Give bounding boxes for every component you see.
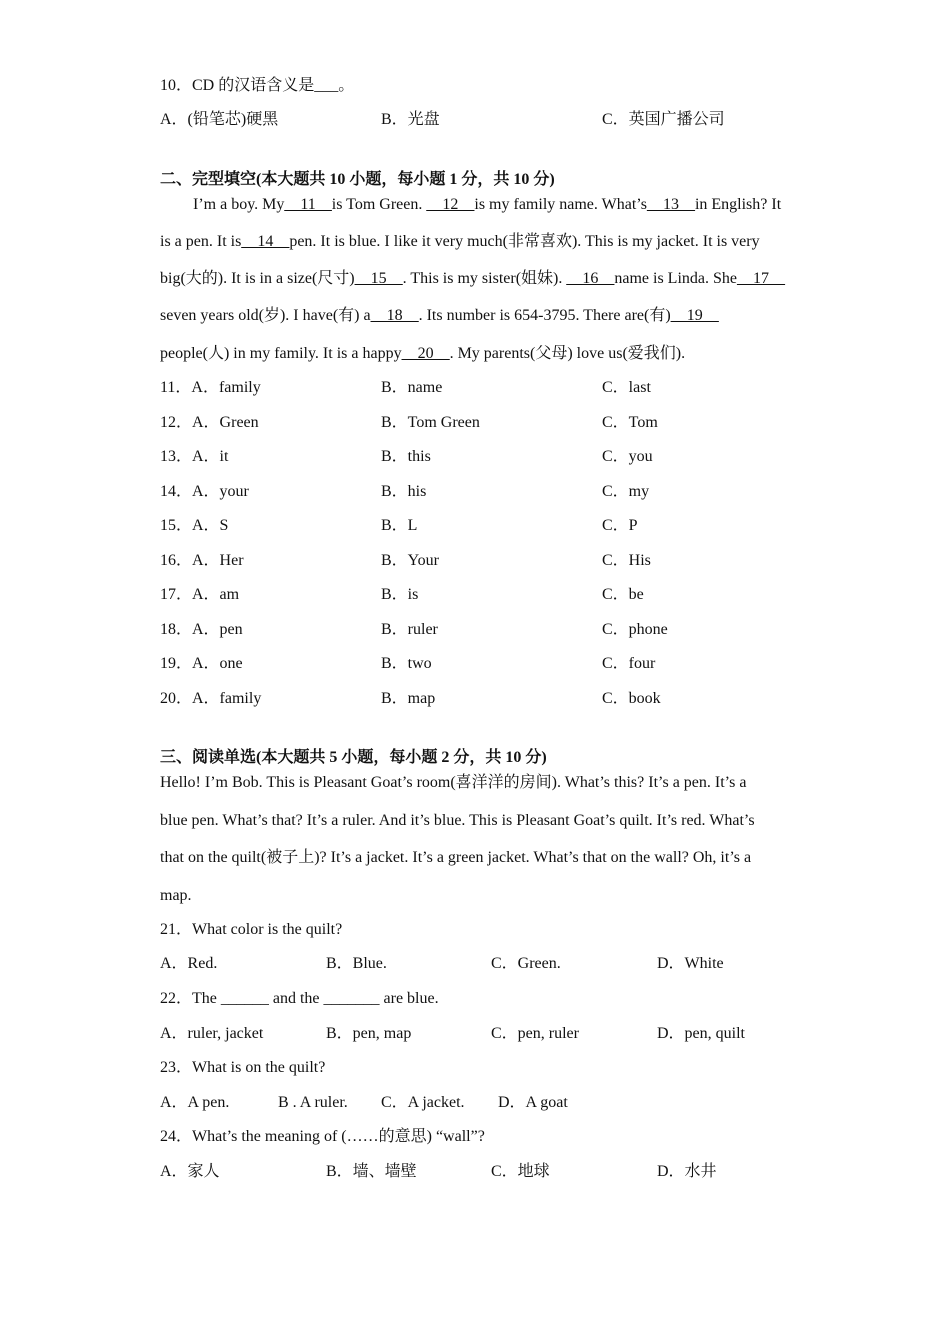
q22-option-d: D．pen, quilt (657, 1025, 745, 1042)
cloze-blank: __15__ (354, 270, 403, 287)
cloze-blank: __12__ (426, 196, 475, 213)
cloze-line-2 (160, 232, 760, 252)
cloze-q20-a: 20．A．family (160, 690, 262, 707)
cloze-text: pen. It is blue. I like it very much(非常喜欢). This is my jacket. It is very (289, 233, 760, 250)
cloze-q14-a: 14．A．your (160, 483, 249, 500)
cloze-blank: __14__ (241, 233, 290, 250)
cloze-q18-c: C．phone (602, 621, 668, 638)
cloze-q16-a: 16．A．Her (160, 552, 244, 569)
q23-option-b: B . A ruler. (278, 1094, 348, 1111)
cloze-text: name is Linda. She (614, 270, 737, 287)
q21-stem: 21．What color is the quilt? (160, 921, 343, 938)
cloze-q15-a: 15．A．S (160, 517, 229, 534)
q23-option-c: C．A jacket. (381, 1094, 465, 1111)
cloze-text: . This is my sister(姐妹). (402, 270, 567, 287)
q23-stem: 23．What is on the quilt? (160, 1059, 326, 1076)
cloze-blank: __11__ (284, 196, 332, 213)
q24-option-c: C．地球 (491, 1163, 550, 1180)
cloze-blank: __20__ (401, 345, 450, 362)
reading-line-1: Hello! I’m Bob. This is Pleasant Goat’s room(喜洋洋的房间). What’s this? It’s a pen. It’s a (160, 774, 747, 791)
cloze-text: in English? It (694, 196, 782, 213)
cloze-q12-c: C．Tom (602, 414, 658, 431)
cloze-line-1 (193, 195, 781, 215)
reading-line-2: blue pen. What’s that? It’s a ruler. And it’s blue. This is Pleasant Goat’s quilt. It’s red. What’s (160, 812, 755, 829)
cloze-q17-b: B．is (381, 586, 419, 603)
cloze-line-3 (160, 269, 785, 289)
reading-line-3: that on the quilt(被子上)? It’s a jacket. It’s a green jacket. What’s that on the wall? Oh, it’s a (160, 849, 752, 866)
section2-title: 二、完型填空(本大题共 10 小题，每小题 1 分，共 10 分) (160, 171, 555, 188)
cloze-q14-c: C．my (602, 483, 650, 500)
q22-option-a: A．ruler, jacket (160, 1025, 264, 1042)
cloze-text: . Its number is 654-3795. There are(有) (418, 307, 671, 324)
cloze-q15-b: B．L (381, 517, 418, 534)
cloze-q14-b: B．his (381, 483, 427, 500)
cloze-blank: __17__ (737, 270, 785, 287)
section3-title: 三、阅读单选(本大题共 5 小题，每小题 2 分，共 10 分) (160, 749, 547, 766)
cloze-q13-a: 13．A．it (160, 448, 229, 465)
cloze-text: is Tom Green. (331, 196, 427, 213)
cloze-blank: __18__ (370, 307, 419, 324)
q22-option-b: B．pen, map (326, 1025, 412, 1042)
q24-stem: 24．What’s the meaning of (……的意思) “wall”? (160, 1128, 485, 1145)
q21-option-c: C．Green. (491, 955, 561, 972)
cloze-text: I’m a boy. My (193, 196, 285, 213)
cloze-text: is my family name. What’s (474, 196, 647, 213)
cloze-q20-c: C．book (602, 690, 661, 707)
cloze-q17-c: C．be (602, 586, 644, 603)
cloze-text: . My parents(父母) love us(爱我们). (449, 345, 686, 362)
cloze-q19-b: B．two (381, 655, 432, 672)
cloze-text: seven years old(岁). I have(有) a (160, 307, 371, 324)
cloze-q18-b: B．ruler (381, 621, 438, 638)
cloze-q11-a: 11．A．family (160, 379, 261, 396)
cloze-q16-c: C．His (602, 552, 651, 569)
cloze-q12-b: B．Tom Green (381, 414, 480, 431)
cloze-q11-c: C．last (602, 379, 651, 396)
q23-option-a: A．A pen. (160, 1094, 230, 1111)
cloze-text: people(人) in my family. It is a happy (160, 345, 402, 362)
q10-option-a: A．(铅笔芯)硬黑 (160, 111, 279, 128)
q24-option-b: B．墙、墙壁 (326, 1163, 417, 1180)
cloze-q11-b: B．name (381, 379, 443, 396)
cloze-line-4 (160, 306, 719, 326)
q10-stem: 10．CD 的汉语含义是___。 (160, 77, 355, 94)
q22-option-c: C．pen, ruler (491, 1025, 579, 1042)
cloze-q18-a: 18．A．pen (160, 621, 243, 638)
cloze-q19-c: C．four (602, 655, 656, 672)
cloze-blank: __16__ (566, 270, 615, 287)
cloze-text: big(大的). It is in a size(尺寸) (160, 270, 355, 287)
cloze-q16-b: B．Your (381, 552, 439, 569)
cloze-q17-a: 17．A．am (160, 586, 240, 603)
cloze-q13-b: B．this (381, 448, 431, 465)
cloze-q13-c: C．you (602, 448, 653, 465)
cloze-q12-a: 12．A．Green (160, 414, 259, 431)
q21-option-a: A．Red. (160, 955, 218, 972)
cloze-blank: __19__ (670, 307, 719, 324)
q24-option-a: A．家人 (160, 1163, 220, 1180)
q21-option-d: D．White (657, 955, 724, 972)
q24-option-d: D．水井 (657, 1163, 717, 1180)
cloze-q20-b: B．map (381, 690, 436, 707)
q21-option-b: B．Blue. (326, 955, 387, 972)
reading-line-4: map. (160, 887, 192, 904)
cloze-line-5 (160, 344, 685, 364)
cloze-text: is a pen. It is (160, 233, 242, 250)
q23-option-d: D．A goat (498, 1094, 568, 1111)
cloze-q15-c: C．P (602, 517, 638, 534)
q22-stem: 22．The ______ and the _______ are blue. (160, 990, 439, 1007)
q10-option-c: C．英国广播公司 (602, 111, 725, 128)
cloze-q19-a: 19．A．one (160, 655, 243, 672)
q10-option-b: B．光盘 (381, 111, 440, 128)
cloze-blank: __13__ (646, 196, 695, 213)
